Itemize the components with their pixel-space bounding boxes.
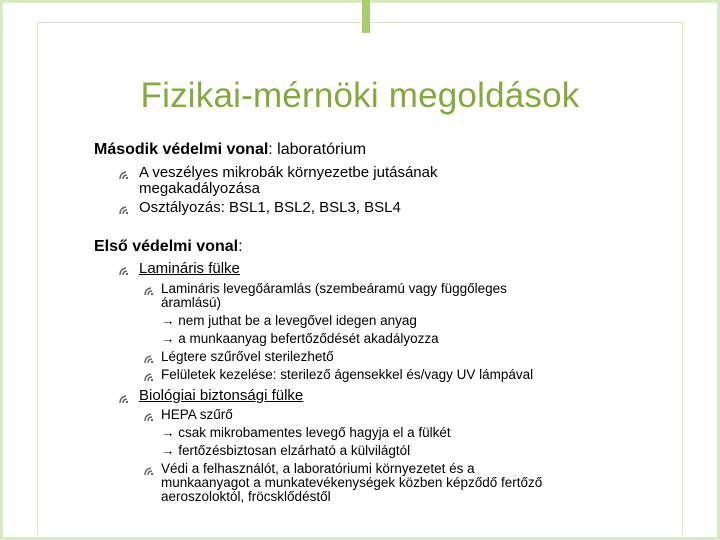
section1-heading bbox=[94, 141, 366, 159]
laminar-line: Lamináris levegőáramlás (szembeáramú vagy függőleges bbox=[161, 281, 507, 296]
laminar-line: → nem juthat be a levegővel idegen anyag bbox=[161, 313, 417, 328]
section2-heading bbox=[94, 238, 243, 256]
bio-line: → csak mikrobamentes levegő hagyja el a fülkét bbox=[161, 425, 451, 440]
section1-item: A veszélyes mikrobák környezetbe jutásának bbox=[139, 164, 438, 181]
bio-line: → fertőzésbiztosan elzárható a külvilágtól bbox=[161, 443, 411, 458]
section1-heading-bold: Második védelmi vonal bbox=[94, 141, 269, 158]
wifi-arc-bullet-icon bbox=[143, 466, 157, 476]
section1-item-cont: megakadályozása bbox=[139, 180, 260, 197]
wifi-arc-bullet-icon bbox=[118, 394, 132, 404]
section1-heading-rest: : laboratórium bbox=[268, 141, 367, 158]
laminar-line: Felületek kezelése: sterilező ágensekkel és/vagy UV lámpával bbox=[161, 367, 534, 382]
laminar-label: Lamináris fülke bbox=[139, 260, 240, 277]
section2-heading-bold: Első védelmi vonal bbox=[94, 238, 239, 255]
laminar-line: Légtere szűrővel sterilezhető bbox=[161, 349, 334, 364]
wifi-arc-bullet-icon bbox=[143, 354, 157, 364]
bio-label: Biológiai biztonsági fülke bbox=[139, 387, 304, 404]
bio-line: HEPA szűrő bbox=[161, 407, 233, 422]
wifi-arc-bullet-icon bbox=[118, 266, 132, 276]
section1-item: Osztályozás: BSL1, BSL2, BSL3, BSL4 bbox=[139, 199, 401, 216]
bio-line: aeroszoloktól, fröcsklődéstől bbox=[161, 489, 331, 504]
wifi-arc-bullet-icon bbox=[143, 286, 157, 296]
wifi-arc-bullet-icon bbox=[118, 205, 132, 215]
wifi-arc-bullet-icon bbox=[143, 372, 157, 382]
laminar-line: áramlású) bbox=[161, 295, 222, 310]
bio-line: munkaanyagot a munkatevékenységek közben képződő fertőző bbox=[161, 475, 543, 490]
section2-heading-rest: : bbox=[238, 238, 243, 255]
slide-title: Fizikai-mérnöki megoldások bbox=[140, 76, 580, 115]
bio-line: Védi a felhasználót, a laboratóriumi környezetet és a bbox=[161, 461, 475, 476]
header-tab bbox=[362, 0, 370, 33]
wifi-arc-bullet-icon bbox=[118, 170, 132, 180]
laminar-line: → a munkaanyag befertőződését akadályozza bbox=[161, 331, 439, 346]
wifi-arc-bullet-icon bbox=[143, 412, 157, 422]
